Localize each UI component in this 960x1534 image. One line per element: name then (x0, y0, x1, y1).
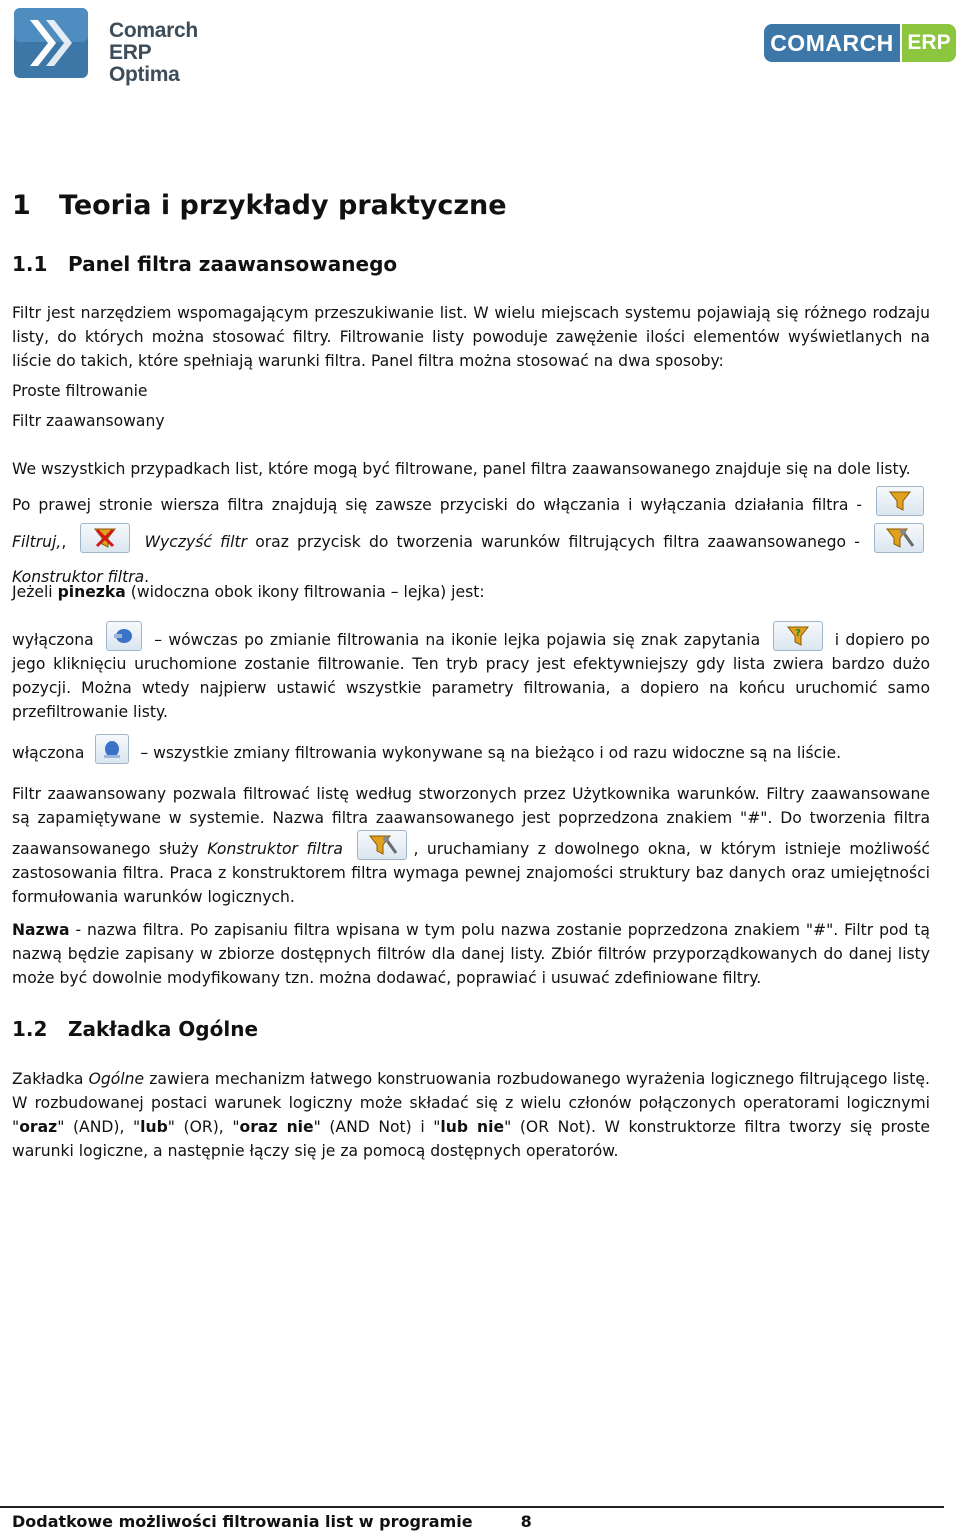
erp-tag: ERP (902, 24, 956, 62)
text: – wówczas po zmianie filtrowania na ikonie lejka pojawia się znak zapytania (154, 631, 761, 649)
footer (12, 1512, 532, 1531)
comarch-wordmark: COMARCH (764, 24, 900, 62)
text: – wszystkie zmiany filtrowania wykonywane są na bieżąco i od razu widoczne są na liście. (140, 744, 842, 762)
filter-constructor-icon (357, 830, 407, 860)
text: Zakładka (12, 1070, 84, 1088)
footer-divider (0, 1506, 944, 1508)
text: " (AND), " (57, 1118, 141, 1136)
text: zawiera mechanizm łatwego konstruowania rozbudowanego wyrażenia logicznego filtrującego listę. W rozbudowanej postaci warunek logiczny może składać się z wielu członów połączonych operatorami logicznymi " (12, 1070, 930, 1136)
text: i dopiero po jego kliknięciu uruchomione zostanie filtrowanie. Ten tryb pracy jest efektywniejszy gdy lista zwiera bardzo dużo pozycji. Można wtedy najpierw ustawić wszystkie parametry filtrowania, a dopiero na końcu uruchomić samo przefiltrowanie listy. (12, 631, 930, 721)
logo-line1: Comarch ERP (109, 19, 198, 64)
section-heading-1-1 (12, 252, 397, 276)
option-advanced-filter: Filtr zaawansowany (12, 412, 165, 430)
pin-on-icon (95, 734, 129, 764)
text: " (OR), " (167, 1118, 240, 1136)
svg-text:?: ? (794, 628, 801, 639)
option-simple-filter: Proste filtrowanie (12, 382, 148, 400)
funnel-question-icon (773, 621, 823, 651)
clear-filter-icon (80, 523, 130, 553)
text: , uruchamiany z dowolnego okna, w którym istnieje możliwość zastosowania filtra. Praca z konstruktorem filtra wymaga pewnej znajomości struktury baz danych oraz umiejętności formułowania warunków logicznych. (12, 840, 930, 906)
section-number: 1.2 (12, 1017, 48, 1041)
text: , (61, 533, 67, 551)
text: wyłączona (12, 631, 94, 649)
text: pinezka (57, 583, 126, 601)
text: Wyczyść filtr (144, 533, 248, 551)
text: lub (140, 1118, 168, 1136)
text: " (OR Not). W konstruktorze filtra tworzy się proste warunki logiczne, a następnie łączy się je za pomocą dostępnych operatorów. (12, 1118, 930, 1160)
section-title: Panel filtra zaawansowanego (68, 252, 398, 276)
text: włączona (12, 744, 85, 762)
paragraph-filter-buttons (12, 486, 930, 595)
text: Nazwa (12, 921, 70, 939)
paragraph-pin (12, 580, 930, 604)
text: . (144, 568, 150, 586)
text: Po prawej stronie wiersza filtra znajdują się zawsze przyciski do włączania i wyłączania działania filtra - (12, 496, 862, 514)
text: Jeżeli (12, 583, 53, 601)
text: Konstruktor filtra (12, 568, 145, 586)
chapter-heading: 1 Teoria i przykłady praktyczne (12, 190, 507, 221)
filter-constructor-icon (874, 523, 924, 553)
paragraph-advanced-filter (12, 782, 930, 909)
text: " (AND Not) i " (313, 1118, 441, 1136)
section-heading-1-2 (12, 1017, 258, 1041)
pin-off-icon (106, 621, 142, 651)
paragraph-name-field (12, 918, 930, 990)
paragraph-panel-location: We wszystkich przypadkach list, które mogą być filtrowane, panel filtra zaawansowanego znajduje się na dole listy. (12, 460, 911, 478)
text: Konstruktor filtra (207, 840, 343, 858)
text: lub nie (440, 1118, 505, 1136)
footer-title: Dodatkowe możliwości filtrowania list w programie (12, 1512, 473, 1531)
text: - nazwa filtra. Po zapisaniu filtra wpisana w tym polu nazwa zostanie poprzedzona znakiem "#". Filtr pod tą nazwą będzie zapisany w zbiorze dostępnych filtrów dla danej listy. Zbiór filtrów przyporządkowanych do danej listy może być dowolnie modyfikowany tzn. można dodawać, poprawiać i usuwać zdefiniowane filtry. (12, 921, 930, 987)
optima-logo-mark-icon (14, 8, 88, 78)
section-number: 1.1 (12, 252, 48, 276)
paragraph-pin-off (12, 621, 930, 724)
text: oraz przycisk do tworzenia warunków filtrujących filtra zaawansowanego - (255, 533, 860, 551)
text: Filtr zaawansowany pozwala filtrować listę według stworzonych przez Użytkownika warunków. Filtry zaawansowane są zapamiętywane w systemie. Nazwa filtra zaawansowanego jest poprzedzona znakiem "#". Do tworzenia filtra zaawansowanego służy (12, 785, 930, 858)
page-number: 8 (520, 1512, 532, 1531)
paragraph-intro: Filtr jest narzędziem wspomagającym przeszukiwanie list. W wielu miejscach systemu pojawiają się różnego rodzaju listy, do których można stosować filtry. Filtrowanie listy powoduje zawężenie ilości elementów wyświetlanych na liście do takich, które spełniają warunki filtra. Panel filtra można stosować na dwa sposoby: (12, 304, 930, 370)
comarch-erp-optima-logo (14, 8, 244, 86)
section-title: Zakładka Ogólne (68, 1017, 259, 1041)
funnel-icon (876, 486, 924, 516)
text: oraz (19, 1118, 58, 1136)
comarch-erp-logo (764, 24, 956, 62)
paragraph-pin-on (12, 734, 930, 765)
text: oraz nie (239, 1118, 314, 1136)
paragraph-general-tab (12, 1067, 930, 1163)
logo-text (109, 20, 244, 86)
text: Filtruj, (12, 533, 62, 551)
text: Ogólne (88, 1070, 145, 1088)
text: (widoczna obok ikony filtrowania – lejka) jest: (130, 583, 485, 601)
logo-line2: Optima (109, 63, 180, 86)
